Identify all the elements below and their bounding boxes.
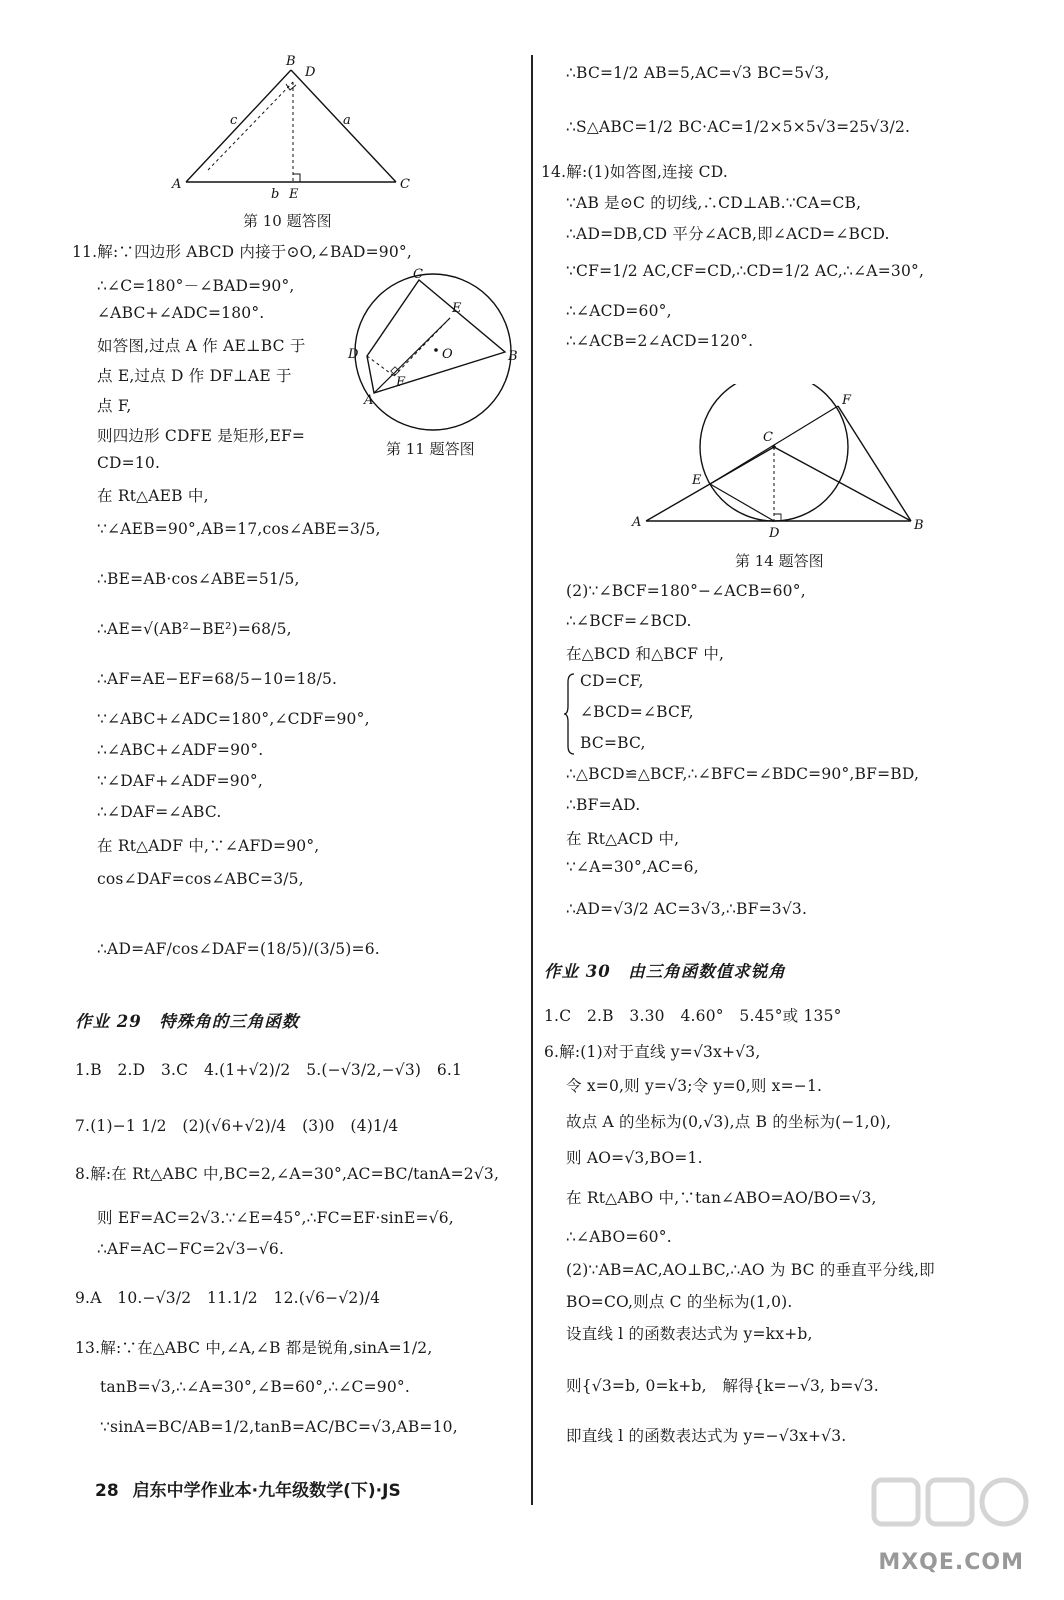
q14b-line-9: 在 Rt△ACD 中, — [566, 830, 680, 848]
q14b-line-2: ∴∠BCF=∠BCD. — [566, 612, 692, 630]
fig14-label-b: B — [914, 518, 924, 533]
column-divider — [531, 55, 533, 1505]
s30-line-10: 设直线 l 的函数表达式为 y=kx+b, — [566, 1325, 813, 1343]
fig14-label-a: A — [632, 515, 642, 530]
q14-line-3: ∴AD=DB,CD 平分∠ACB,即∠ACD=∠BCD. — [566, 225, 890, 243]
q11-line-12: ∴AE=√(AB²−BE²)=68/5, — [97, 620, 292, 638]
q11-line-20: ∴AD=AF/cos∠DAF=(18/5)/(3/5)=6. — [97, 940, 380, 958]
right-top-line-1: ∴BC=1/2 AB=5,AC=√3 BC=5√3, — [566, 64, 830, 82]
s29-line-9: ∵sinA=BC/AB=1/2,tanB=AC/BC=√3,AB=10, — [100, 1418, 458, 1436]
s30-line-1: 1.C 2.B 3.30 4.60° 5.45°或 135° — [544, 1007, 842, 1025]
figure-10-diagram — [168, 52, 428, 200]
s29-line-8: tanB=√3,∴∠A=30°,∠B=60°,∴∠C=90°. — [100, 1378, 410, 1396]
figure-14-caption: 第 14 题答图 — [735, 552, 824, 570]
fig11-label-e: E — [452, 301, 462, 316]
q11-line-9: 在 Rt△AEB 中, — [97, 487, 209, 505]
q14b-line-3: 在△BCD 和△BCF 中, — [566, 645, 725, 663]
fig14-label-f: F — [842, 393, 852, 408]
s30-line-12: 即直线 l 的函数表达式为 y=−√3x+√3. — [566, 1427, 847, 1445]
section-29-title: 作业 29 特殊角的三角函数 — [75, 1012, 300, 1031]
fig11-label-a: A — [364, 393, 374, 408]
q11-line-13: ∴AF=AE−EF=68/5−10=18/5. — [97, 670, 338, 688]
book-title: 启东中学作业本·九年级数学(下)·JS — [132, 1481, 401, 1501]
s30-line-11: 则{√3=b, 0=k+b, 解得{k=−√3, b=√3. — [566, 1377, 879, 1395]
s29-line-3: 8.解:在 Rt△ABC 中,BC=2,∠A=30°,AC=BC/tanA=2√3, — [75, 1165, 500, 1183]
s30-line-5: 则 AO=√3,BO=1. — [566, 1149, 703, 1167]
q14-line-4: ∵CF=1/2 AC,CF=CD,∴CD=1/2 AC,∴∠A=30°, — [566, 262, 925, 280]
q11-line-8: CD=10. — [97, 454, 161, 472]
s30-line-3: 令 x=0,则 y=√3;令 y=0,则 x=−1. — [566, 1077, 823, 1095]
q14-line-5: ∴∠ACD=60°, — [566, 302, 672, 320]
figure-11-caption: 第 11 题答图 — [386, 440, 475, 458]
page-number: 28 — [95, 1481, 119, 1501]
page-footer — [95, 1476, 401, 1501]
s30-line-9: BO=CO,则点 C 的坐标为(1,0). — [566, 1293, 793, 1311]
system-brace — [564, 672, 576, 756]
q14-line-1: 14.解:(1)如答图,连接 CD. — [541, 163, 728, 181]
fig10-label-c-vertex: C — [400, 177, 410, 192]
q11-line-7: 则四边形 CDFE 是矩形,EF= — [97, 427, 306, 445]
figure-14-diagram — [628, 384, 928, 544]
fig10-label-c: c — [230, 113, 238, 128]
s30-line-7: ∴∠ABO=60°. — [566, 1228, 672, 1246]
s30-line-8: (2)∵AB=AC,AO⊥BC,∴AO 为 BC 的垂直平分线,即 — [566, 1261, 935, 1279]
q14-line-6: ∴∠ACB=2∠ACD=120°. — [566, 332, 754, 350]
fig10-label-e: E — [289, 187, 299, 200]
s29-line-5: ∴AF=AC−FC=2√3−√6. — [97, 1240, 285, 1258]
fig10-label-d: D — [305, 65, 316, 80]
fig11-label-b: B — [508, 349, 518, 364]
fig10-label-a-side: a — [343, 113, 351, 128]
fig11-label-o: O — [442, 347, 453, 362]
q14b-line-8: ∴BF=AD. — [566, 796, 641, 814]
s29-line-1: 1.B 2.D 3.C 4.(1+√2)/2 5.(−√3/2,−√3) 6.1 — [75, 1061, 463, 1079]
fig10-label-b-side: b — [271, 187, 280, 200]
q11-line-3: ∠ABC+∠ADC=180°. — [97, 304, 265, 322]
s30-line-6: 在 Rt△ABO 中,∵tan∠ABO=AO/BO=√3, — [566, 1189, 877, 1207]
section-30-title: 作业 30 由三角函数值求锐角 — [544, 962, 786, 981]
q11-line-15: ∴∠ABC+∠ADF=90°. — [97, 741, 264, 759]
right-top-line-2: ∴S△ABC=1/2 BC·AC=1/2×5×5√3=25√3/2. — [566, 118, 911, 136]
fig14-label-d: D — [769, 526, 780, 541]
fig10-label-b: B — [286, 54, 296, 69]
q11-line-2: ∴∠C=180°－∠BAD=90°, — [97, 277, 295, 295]
s29-line-7: 13.解:∵在△ABC 中,∠A,∠B 都是锐角,sinA=1/2, — [75, 1339, 433, 1357]
fig14-label-e: E — [692, 473, 702, 488]
q14-line-2: ∵AB 是⊙C 的切线,∴CD⊥AB.∵CA=CB, — [566, 194, 862, 212]
figure-11-diagram — [340, 268, 525, 438]
q11-line-14: ∵∠ABC+∠ADC=180°,∠CDF=90°, — [97, 710, 370, 728]
fig10-label-a: A — [172, 177, 182, 192]
fig11-label-f: F — [396, 375, 406, 390]
s29-line-4: 则 EF=AC=2√3.∵∠E=45°,∴FC=EF·sinE=√6, — [97, 1209, 454, 1227]
q11-line-4: 如答图,过点 A 作 AE⊥BC 于 — [97, 337, 306, 355]
q14b-line-1: (2)∵∠BCF=180°−∠ACB=60°, — [566, 582, 806, 600]
fig11-label-c: C — [413, 268, 423, 282]
q11-line-10: ∵∠AEB=90°,AB=17,cos∠ABE=3/5, — [97, 520, 381, 538]
s30-line-4: 故点 A 的坐标为(0,√3),点 B 的坐标为(−1,0), — [566, 1113, 892, 1131]
figure-10-caption: 第 10 题答图 — [243, 212, 332, 230]
q11-line-19: cos∠DAF=cos∠ABC=3/5, — [97, 870, 304, 888]
q14b-line-7: ∴△BCD≌△BCF,∴∠BFC=∠BDC=90°,BF=BD, — [566, 765, 920, 783]
q11-line-17: ∴∠DAF=∠ABC. — [97, 803, 222, 821]
q11-line-16: ∵∠DAF+∠ADF=90°, — [97, 772, 263, 790]
q14b-line-5: ∠BCD=∠BCF, — [580, 703, 694, 721]
q14b-line-11: ∴AD=√3/2 AC=3√3,∴BF=3√3. — [566, 900, 808, 918]
q11-line-1: 11.解:∵四边形 ABCD 内接于⊙O,∠BAD=90°, — [72, 243, 412, 261]
s29-line-2: 7.(1)−1 1/2 (2)(√6+√2)/4 (3)0 (4)1/4 — [75, 1117, 399, 1135]
fig14-label-c: C — [763, 430, 773, 445]
q11-line-6: 点 F, — [97, 397, 132, 415]
q11-line-18: 在 Rt△ADF 中,∵∠AFD=90°, — [97, 837, 320, 855]
q14b-line-4: CD=CF, — [580, 672, 644, 690]
q11-line-11: ∴BE=AB·cos∠ABE=51/5, — [97, 570, 300, 588]
q11-line-5: 点 E,过点 D 作 DF⊥AE 于 — [97, 367, 292, 385]
fig11-label-d: D — [348, 347, 359, 362]
q14b-line-6: BC=BC, — [580, 734, 646, 752]
q14b-line-10: ∵∠A=30°,AC=6, — [566, 858, 699, 876]
watermark-text: MXQE.COM — [878, 1550, 1024, 1575]
s29-line-6: 9.A 10.−√3/2 11.1/2 12.(√6−√2)/4 — [75, 1289, 381, 1307]
s30-line-2: 6.解:(1)对于直线 y=√3x+√3, — [544, 1043, 761, 1061]
